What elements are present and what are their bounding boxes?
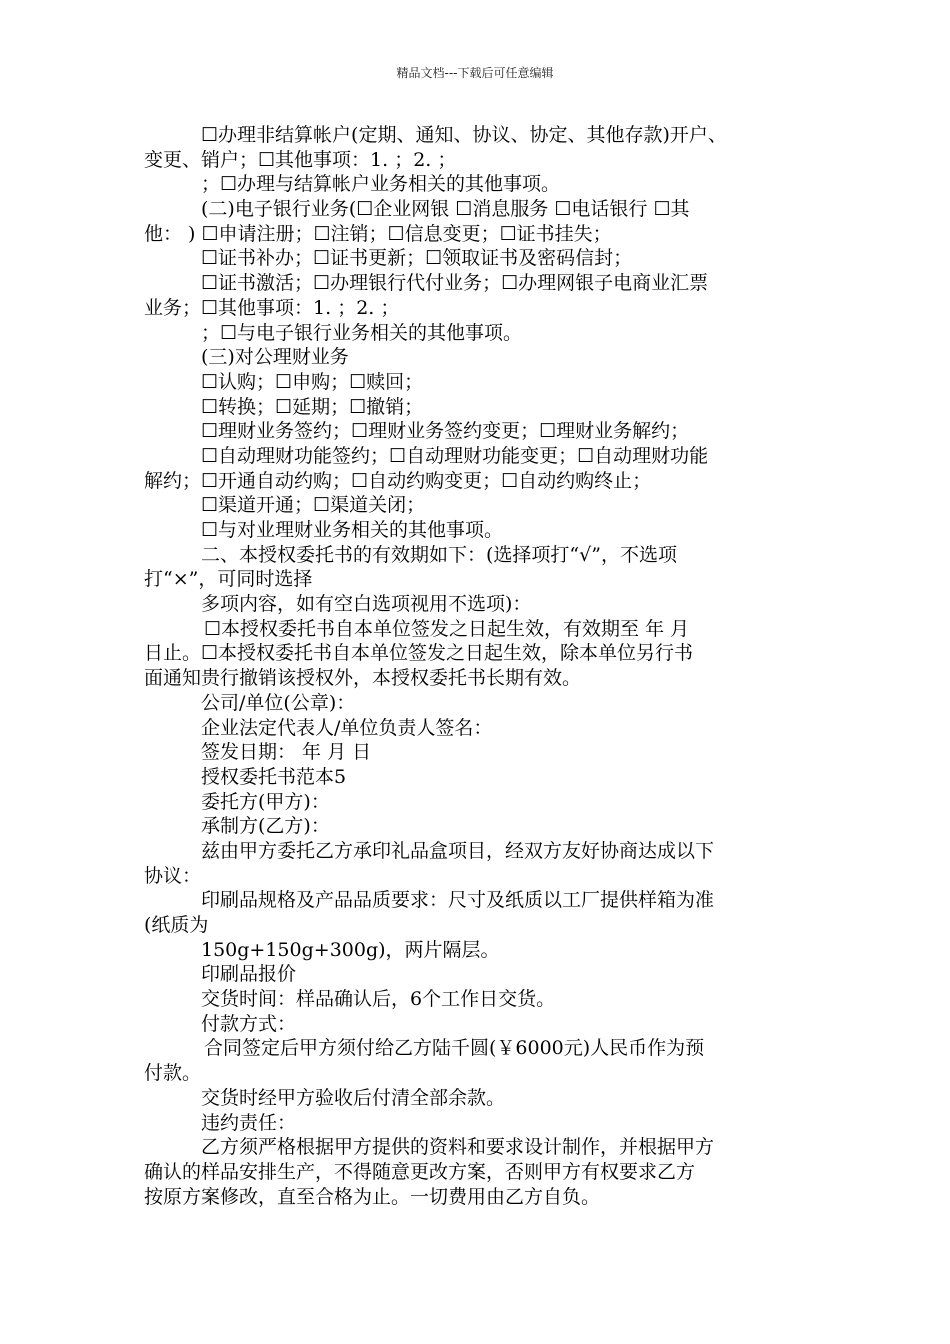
text-line: 变更、销户；☐其他事项：1. ；2. ； bbox=[144, 148, 457, 171]
text-line: ☐自动理财功能签约；☐自动理财功能变更；☐自动理财功能 bbox=[201, 444, 709, 467]
text-line: 签发日期： 年 月 日 bbox=[201, 741, 372, 764]
text-line: 付款方式： bbox=[201, 1012, 297, 1035]
text-line: 日止。☐本授权委托书自本单位签发之日起生效，除本单位另行书 bbox=[144, 642, 694, 665]
text-line: (三)对公理财业务 bbox=[201, 346, 349, 369]
text-line: ☐证书补办；☐证书更新；☐领取证书及密码信封； bbox=[201, 247, 633, 270]
text-line: 兹由甲方委托乙方承印礼品盒项目，经双方友好协商达成以下 bbox=[201, 839, 715, 862]
text-line: 解约；☐开通自动约购；☐自动约购变更；☐自动约购终止； bbox=[144, 469, 652, 492]
text-line: 委托方(甲方)： bbox=[201, 790, 330, 813]
text-line: 协议： bbox=[144, 864, 202, 887]
text-line: 付款。 bbox=[144, 1062, 202, 1085]
text-line: 合同签定后甲方须付给乙方陆千圆(￥6000元)人民币作为预 bbox=[204, 1037, 705, 1060]
text-line: ☐办理非结算帐户(定期、通知、协议、协定、其他存款)开户、 bbox=[201, 124, 727, 146]
text-line: 二、本授权委托书的有效期如下：(选择项打“√”，不选项 bbox=[201, 543, 677, 566]
text-line: 乙方须严格根据甲方提供的资料和要求设计制作，并根据甲方 bbox=[201, 1136, 715, 1159]
text-line: ☐认购；☐申购；☐赎回； bbox=[201, 370, 424, 393]
text-line: 公司/单位(公章)： bbox=[201, 691, 356, 714]
text-line: 授权委托书范本5 bbox=[201, 765, 347, 788]
text-line: 按原方案修改，直至合格为止。一切费用由乙方自负。 bbox=[144, 1185, 601, 1208]
text-line: ；☐办理与结算帐户业务相关的其他事项。 bbox=[201, 173, 561, 196]
text-line: 违约责任： bbox=[201, 1111, 297, 1134]
text-line: 交货时间：样品确认后，6个工作日交货。 bbox=[201, 988, 556, 1011]
text-line: 印刷品规格及产品品质要求：尺寸及纸质以工厂提供样箱为准 bbox=[201, 889, 715, 912]
text-line: 打“×”，可同时选择 bbox=[144, 568, 313, 591]
text-line: 他： ) ☐申请注册；☐注销；☐信息变更；☐证书挂失； bbox=[144, 222, 612, 245]
text-line: ☐理财业务签约；☐理财业务签约变更；☐理财业务解约； bbox=[201, 420, 690, 443]
text-line: 印刷品报价 bbox=[201, 963, 297, 986]
text-line: 交货时经甲方验收后付清全部余款。 bbox=[201, 1086, 506, 1109]
text-line: 150g+150g+300g)，两片隔层。 bbox=[201, 938, 500, 961]
text-line: 多项内容，如有空白选项视用不选项)： bbox=[201, 593, 532, 616]
text-line: 企业法定代表人/单位负责人签名： bbox=[201, 716, 493, 739]
document-body bbox=[144, 123, 808, 1209]
text-line: ☐渠道开通；☐渠道关闭； bbox=[201, 494, 426, 517]
text-line: 业务；☐其他事项：1. ；2. ； bbox=[144, 296, 400, 319]
text-line: (二)电子银行业务(☐企业网银 ☐消息服务 ☐电话银行 ☐其 bbox=[201, 198, 690, 221]
text-line: ☐本授权委托书自本单位签发之日起生效，有效期至 年 月 bbox=[204, 617, 690, 640]
text-line: (纸质为 bbox=[144, 914, 209, 936]
text-line: 承制方(乙方)： bbox=[201, 815, 330, 838]
text-line: 确认的样品安排生产，不得随意更改方案，否则甲方有权要求乙方 bbox=[144, 1160, 696, 1183]
text-line: ☐转换；☐延期；☐撤销； bbox=[201, 395, 424, 418]
page-header: 精品文档---下载后可任意编辑 bbox=[396, 66, 554, 80]
text-line: ☐证书激活；☐办理银行代付业务；☐办理网银子电商业汇票 bbox=[201, 272, 709, 295]
text-line: ；☐与电子银行业务相关的其他事项。 bbox=[201, 321, 523, 344]
text-line: ☐与对业理财业务相关的其他事项。 bbox=[201, 519, 504, 541]
text-line: 面通知贵行撤销该授权外，本授权委托书长期有效。 bbox=[144, 667, 582, 690]
